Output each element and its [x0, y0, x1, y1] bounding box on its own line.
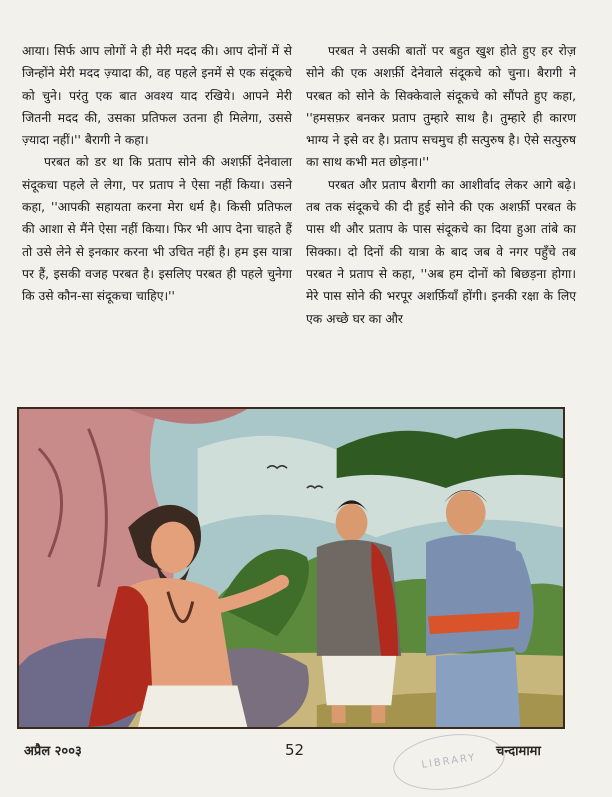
right-text-column	[306, 40, 576, 330]
footer-date: अप्रैल २००३	[24, 744, 82, 759]
paragraph: परबत को डर था कि प्रताप सोने की अशर्फ़ी देनेवाला संदूकचा पहले ले लेगा, पर प्रताप ने ऐसा नहीं किया। उसने कहा, ''आपकी सहायता करना मेरा धर्म है। किसी प्रतिफल की आशा से मैंने ऐसा नहीं किया। फिर भी आप देना चाहते हैं तो उसे लेने से इनकार करना भी उचित नहीं है। हम इस यात्रा पर हैं, इसकी वजह परबत है। इसलिए परबत ही पहले चुनेगा कि उसे कौन-सा संदूकचा चाहिए।''	[22, 155, 292, 304]
page-number: 52	[285, 741, 305, 759]
illustration-art	[19, 409, 563, 727]
footer-magazine-title: चन्दामामा	[496, 744, 541, 759]
paragraph: आया। सिर्फ आप लोगों ने ही मेरी मदद की। आप दोनों में से जिन्होंने मेरी मदद ज़्यादा की, वह पहले इनमें से एक संदूकचे को चुने। परंतु एक बात अवश्य याद रखिये। आपने मेरी जितनी मदद की, उसका प्रतिफल उतना ही मिलेगा, उससे ज़्यादा नहीं।'' बैरागी ने कहा।	[22, 44, 292, 148]
story-illustration	[17, 407, 565, 729]
left-text-column	[22, 40, 292, 308]
paragraph: परबत और प्रताप बैरागी का आशीर्वाद लेकर आगे बढ़े। तब तक संदूकचे की दी हुई सोने की एक अशर्फ़ी परबत के पास थी और प्रताप के पास संदूकचे का दिया हुआ तांबे का सिक्का। दो दिनों की यात्रा के बाद जब वे नगर पहुँचे तब परबत ने प्रताप से कहा, ''अब हम दोनों को बिछड़ना होगा। मेरे पास सोने की भरपूर अशर्फ़ियाँ होंगी। इनकी रक्षा के लिए एक अच्छे घर का और	[306, 177, 576, 326]
library-stamp: LIBRARY	[390, 727, 508, 796]
paragraph: परबत ने उसकी बातों पर बहुत खुश होते हुए हर रोज़ सोने की एक अशर्फ़ी देनेवाले संदूकचे को चुना। बैरागी ने परबत को सोने के सिक्केवाले संदूकचे को सौंपते हुए कहा, ''हमसफ़र बनकर प्रताप तुम्हारे साथ है। तुम्हारे ही कारण भाग्य ने इसे वर है। प्रताप सचमुच ही सत्पुरुष है। ऐसे सत्पुरुष का साथ कभी मत छोड़ना।''	[306, 44, 576, 170]
